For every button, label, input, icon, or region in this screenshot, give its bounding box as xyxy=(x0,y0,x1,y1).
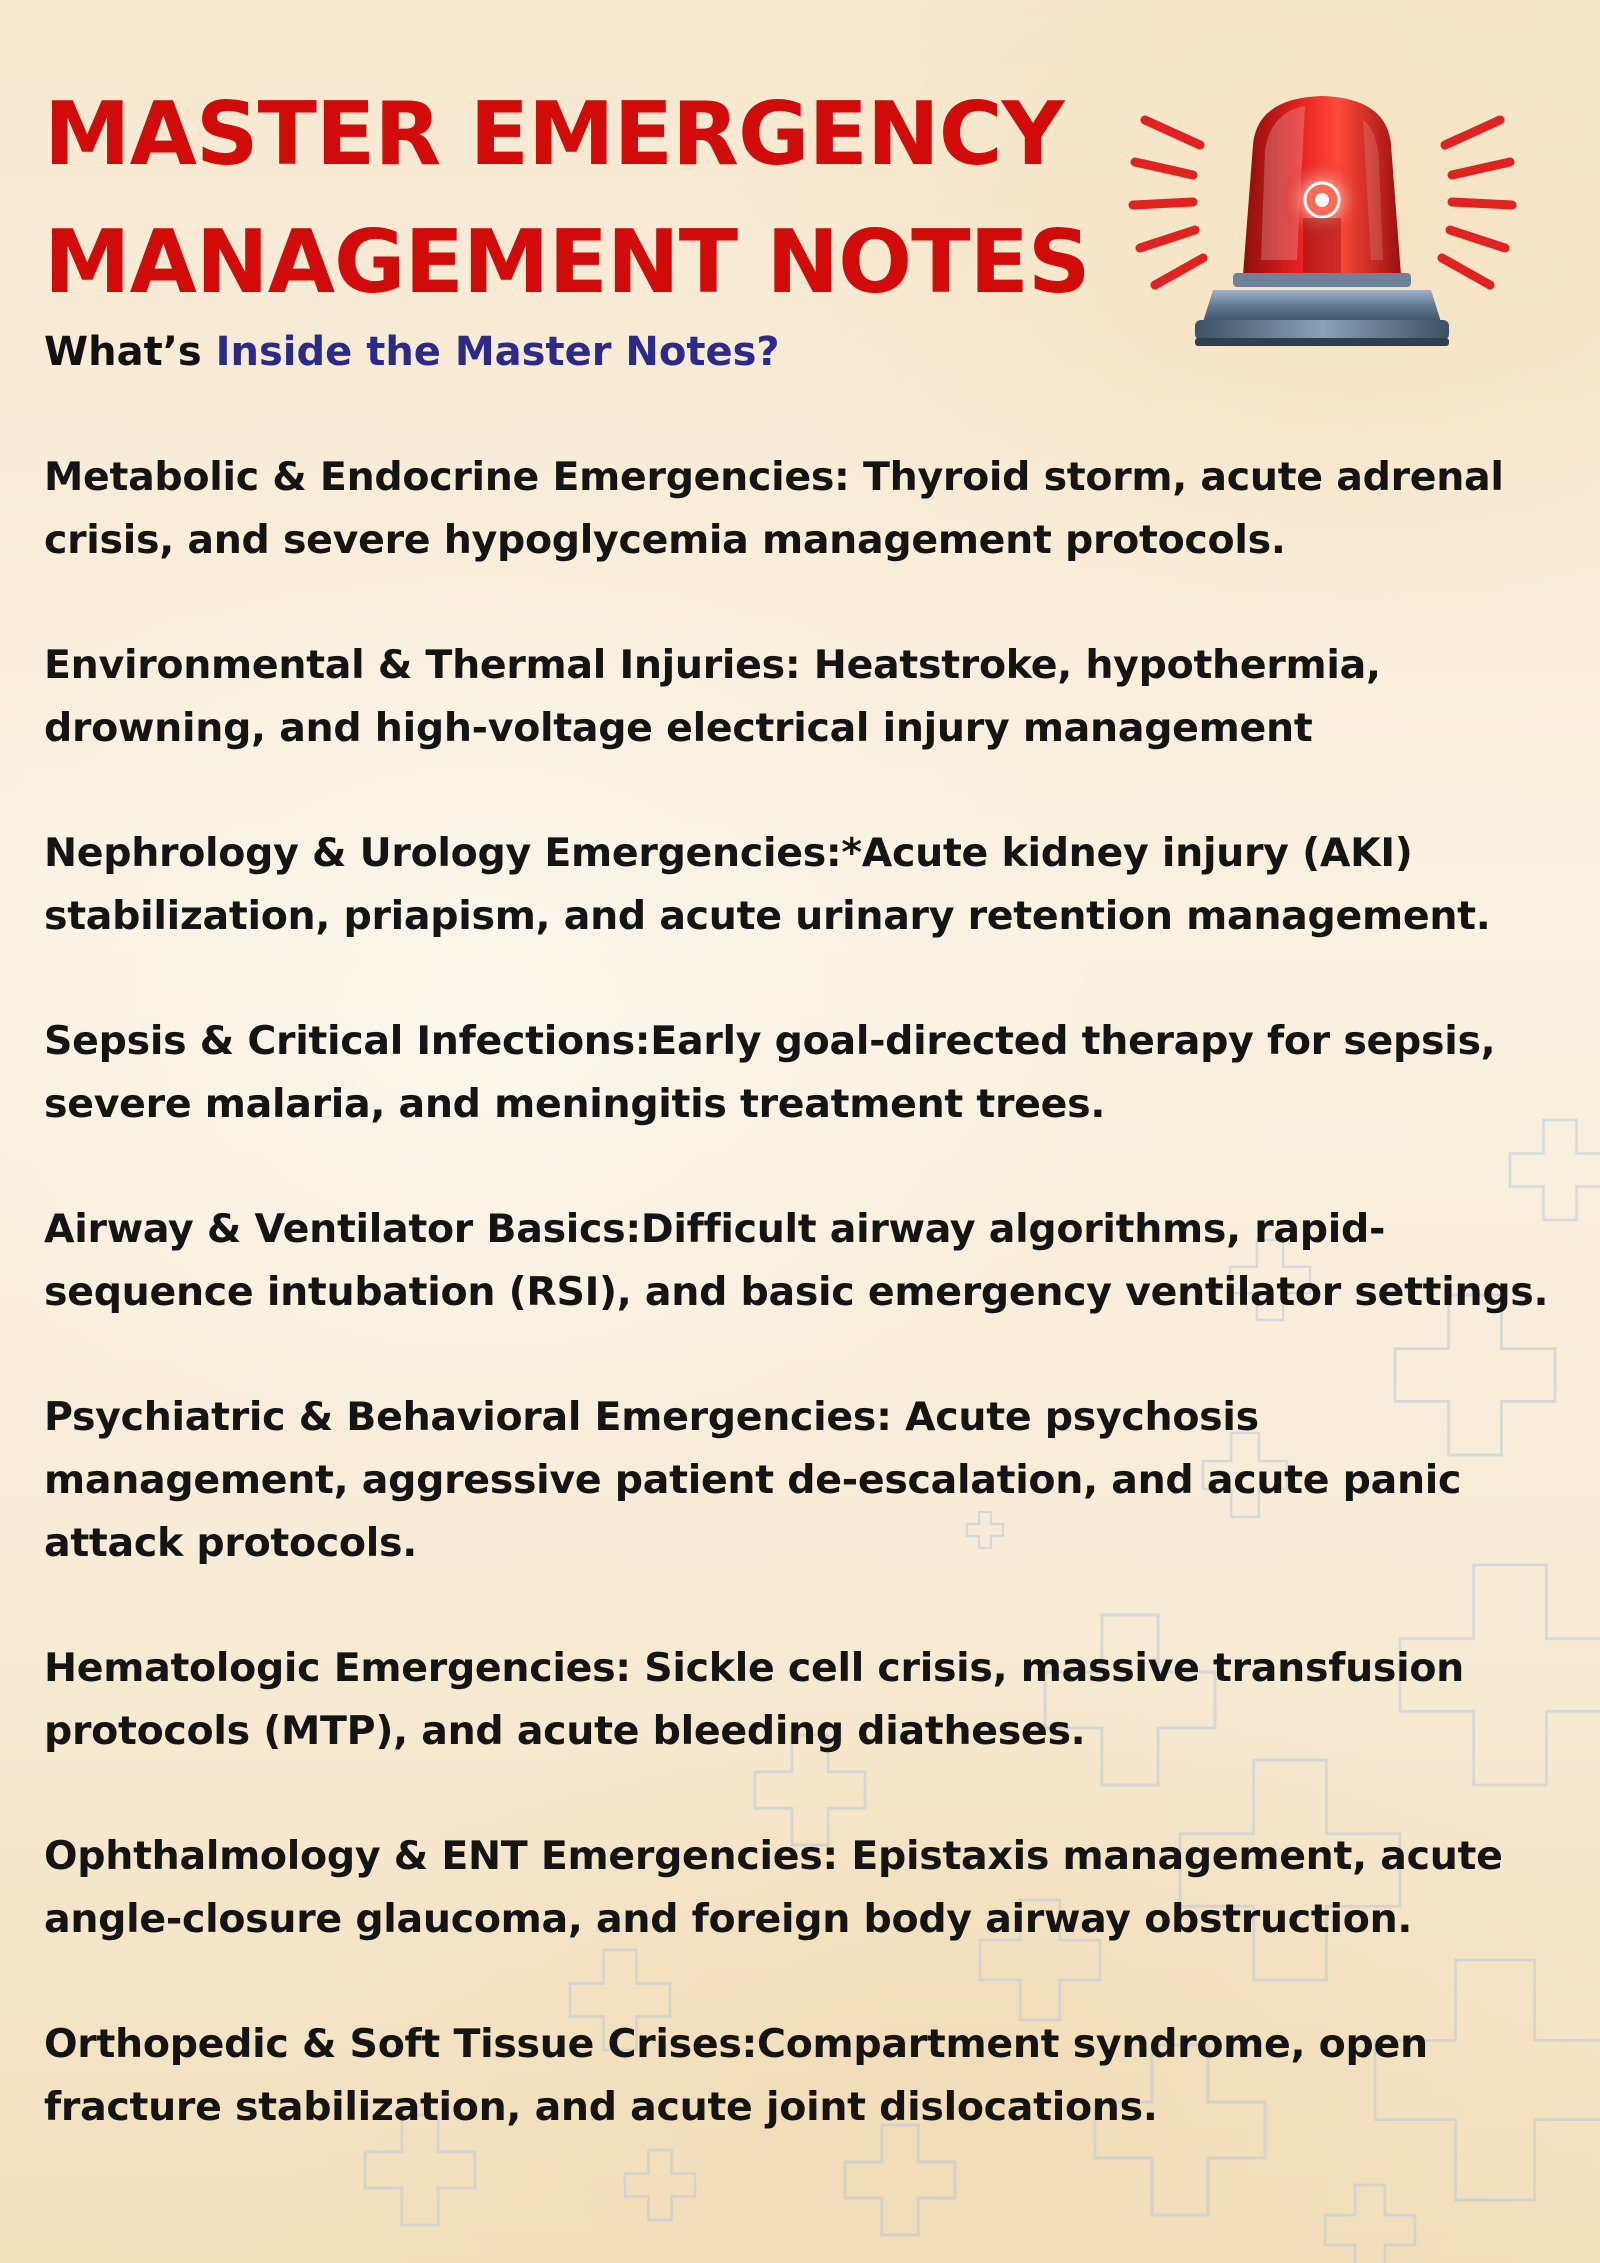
list-item-ophthalmology-ent: Ophthalmology & ENT Emergencies: Epistaxis management, acute angle-closure glaucoma, and foreign body airway obstruction. xyxy=(44,1833,1503,1942)
siren-icon xyxy=(1125,90,1520,360)
list-item-airway-ventilator: Airway & Ventilator Basics:Difficult airway algorithms, rapid-sequence intubation (RSI), and basic emergency ventilator settings. xyxy=(44,1206,1549,1315)
list-item-nephrology-urology: Nephrology & Urology Emergencies:*Acute kidney injury (AKI) stabilization, priapism, and acute urinary retention management. xyxy=(44,830,1491,939)
list-item-environmental-thermal: Environmental & Thermal Injuries: Heatstroke, hypothermia, drowning, and high-voltage electrical injury management xyxy=(44,642,1381,751)
list-item-metabolic-endocrine: Metabolic & Endocrine Emergencies: Thyroid storm, acute adrenal crisis, and severe hypoglycemia management protocols. xyxy=(44,454,1504,563)
page-title xyxy=(44,70,1124,326)
list-item-hematologic: Hematologic Emergencies: Sickle cell crisis, massive transfusion protocols (MTP), and acute bleeding diatheses. xyxy=(44,1645,1465,1754)
subtitle-part-2: Inside the Master Notes? xyxy=(215,329,780,375)
title-line-1: MASTER EMERGENCY xyxy=(44,83,1064,185)
list-item-sepsis-infections: Sepsis & Critical Infections:Early goal-directed therapy for sepsis, severe malaria, and meningitis treatment trees. xyxy=(44,1018,1496,1127)
subtitle xyxy=(44,322,780,382)
notes-list xyxy=(44,446,1564,2201)
list-item-orthopedic-soft-tissue: Orthopedic & Soft Tissue Crises:Compartment syndrome, open fracture stabilization, and acute joint dislocations. xyxy=(44,2021,1428,2130)
title-line-2: MANAGEMENT NOTES xyxy=(44,211,1090,313)
list-item-psychiatric-behavioral: Psychiatric & Behavioral Emergencies: Acute psychosis management, aggressive patient de-escalation, and acute panic attack protocols. xyxy=(44,1394,1462,1566)
subtitle-part-1: What’s xyxy=(44,329,216,375)
